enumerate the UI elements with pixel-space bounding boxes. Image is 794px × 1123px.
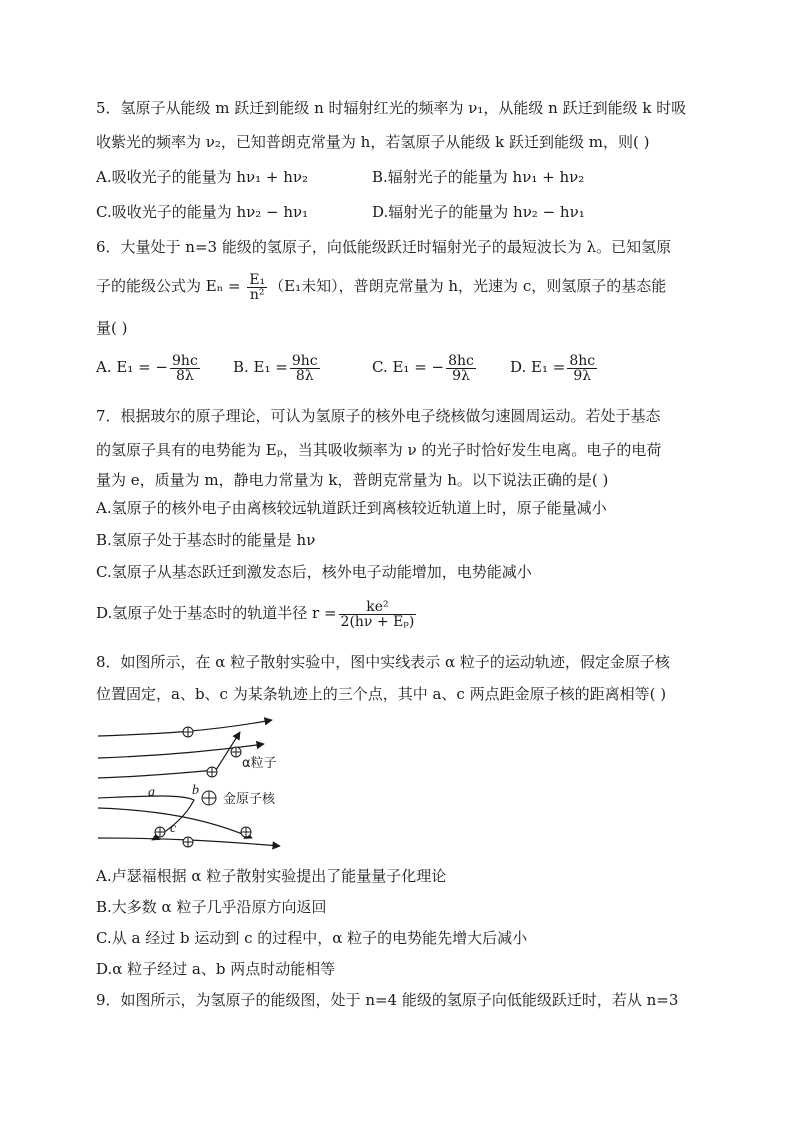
alpha-particle-5 <box>241 827 251 837</box>
q5-option-d: D.辐射光子的能量为 hν₂ − hν₁ <box>372 203 585 221</box>
q5-option-c: C.吸收光子的能量为 hν₂ − hν₁ <box>96 203 309 221</box>
q6-option-a-fraction <box>170 354 200 383</box>
trajectory-3 <box>98 732 240 778</box>
alpha-particle-2 <box>231 747 241 757</box>
q7-stem-line1: 7．根据玻尔的原子理论，可认为氢原子的核外电子绕核做匀速圆周运动。若处于基态 <box>96 407 661 425</box>
alpha-scattering-figure <box>96 714 296 854</box>
q8-option-a: A.卢瑟福根据 α 粒子散射实验提出了能量量子化理论 <box>96 867 447 885</box>
q6-option-d-fraction <box>567 354 597 383</box>
q8-stem-line2: 位置固定，a、b、c 为某条轨迹上的三个点，其中 a、c 两点距金原子核的距离相等( ) <box>96 685 667 703</box>
q7-option-a: A.氢原子的核外电子由离核较远轨道跃迁到离核较近轨道上时，原子能量减小 <box>96 499 607 517</box>
q6-option-a-den: 8λ <box>176 367 194 384</box>
q6-formula-suffix: （E₁未知），普朗克常量为 h，光速为 c，则氢原子的基态能 <box>269 277 667 295</box>
q8-stem-line1: 8．如图所示，在 α 粒子散射实验中，图中实线表示 α 粒子的运动轨迹，假定金原子核 <box>96 653 670 671</box>
q6-energy-fraction <box>247 273 267 302</box>
q6-stem-line3: 量( ) <box>96 319 128 337</box>
q6-option-a-label: A. E₁ = − <box>96 358 169 376</box>
figure-point-c: c <box>170 821 177 836</box>
q5-option-b: B.辐射光子的能量为 hν₁ + hν₂ <box>372 168 585 186</box>
q6-option-d-num: 8hc <box>569 352 596 369</box>
q7-option-d-den: 2(hν + Eₚ) <box>340 613 415 630</box>
q5-option-a: A.吸收光子的能量为 hν₁ + hν₂ <box>96 168 309 186</box>
figure-label-alpha: α粒子 <box>242 756 277 771</box>
q6-option-d-den: 9λ <box>573 367 592 384</box>
q6-option-b-label: B. E₁ = <box>233 358 288 376</box>
q8-option-c: C.从 a 经过 b 运动到 c 的过程中，α 粒子的电势能先增大后减小 <box>96 929 528 947</box>
q7-option-c: C.氢原子从基态跃迁到激发态后，核外电子动能增加，电势能减小 <box>96 563 532 581</box>
gold-nucleus-symbol <box>202 791 216 805</box>
q6-option-c-fraction <box>446 354 476 383</box>
q6-option-a-num: 9hc <box>172 352 198 369</box>
q6-option-b-fraction <box>290 354 320 383</box>
q6-option-d-label: D. E₁ = <box>510 358 566 376</box>
trajectory-abc <box>98 796 194 840</box>
figure-point-b: b <box>192 783 199 798</box>
figure-point-a: a <box>148 785 155 800</box>
q7-option-d-num: ke² <box>339 600 417 615</box>
q6-option-b-num: 9hc <box>291 352 318 369</box>
q7-option-b: B.氢原子处于基态时的能量是 hν <box>96 531 316 549</box>
alpha-particle-1 <box>183 727 193 737</box>
q6-formula-prefix: 子的能级公式为 Eₙ = <box>96 277 246 295</box>
q6-option-b <box>233 352 322 383</box>
q6-option-c-label: C. E₁ = − <box>372 358 445 376</box>
q7-option-d-fraction <box>339 600 417 629</box>
q7-option-d <box>96 596 418 630</box>
q7-option-d-label: D.氢原子处于基态时的轨道半径 r = <box>96 604 337 622</box>
q6-option-c-den: 9λ <box>452 367 470 384</box>
figure-label-nucleus: 金原子核 <box>223 792 276 807</box>
q7-stem-line3: 量为 e，质量为 m，静电力常量为 k，普朗克常量为 h。以下说法正确的是( ) <box>96 471 609 489</box>
q5-stem-line1: 5．氢原子从能级 m 跃迁到能级 n 时辐射红光的频率为 ν₁，从能级 n 跃迁到能级 k 时吸 <box>96 99 687 117</box>
q6-frac-denominator: n² <box>249 286 265 303</box>
q6-stem-line2 <box>96 272 666 302</box>
q6-option-a <box>96 352 202 383</box>
q6-frac-numerator: E₁ <box>249 271 266 288</box>
q9-stem-line1: 9．如图所示，为氢原子的能级图，处于 n=4 能级的氢原子向低能级跃迁时，若从 n=3 <box>96 991 679 1009</box>
q8-option-d: D.α 粒子经过 a、b 两点时动能相等 <box>96 960 336 978</box>
q7-stem-line2: 的氢原子具有的电势能为 Eₚ，当其吸收频率为 ν 的光子时恰好发生电离。电子的电荷 <box>96 441 662 459</box>
q5-stem-line2: 收紫光的频率为 ν₂，已知普朗克常量为 h，若氢原子从能级 k 跃迁到能级 m，则( ) <box>96 133 650 151</box>
q6-option-d <box>510 352 599 383</box>
q8-option-b: B.大多数 α 粒子几乎沿原方向返回 <box>96 898 327 916</box>
alpha-particle-4 <box>155 827 165 837</box>
alpha-particle-6 <box>183 837 193 847</box>
q6-option-c <box>372 352 478 383</box>
alpha-particle-3 <box>207 767 217 777</box>
q6-option-c-num: 8hc <box>448 352 474 369</box>
q6-stem-line1: 6．大量处于 n=3 能级的氢原子，向低能级跃迁时辐射光子的最短波长为 λ。已知氢原 <box>96 238 672 256</box>
q6-option-b-den: 8λ <box>295 367 314 384</box>
